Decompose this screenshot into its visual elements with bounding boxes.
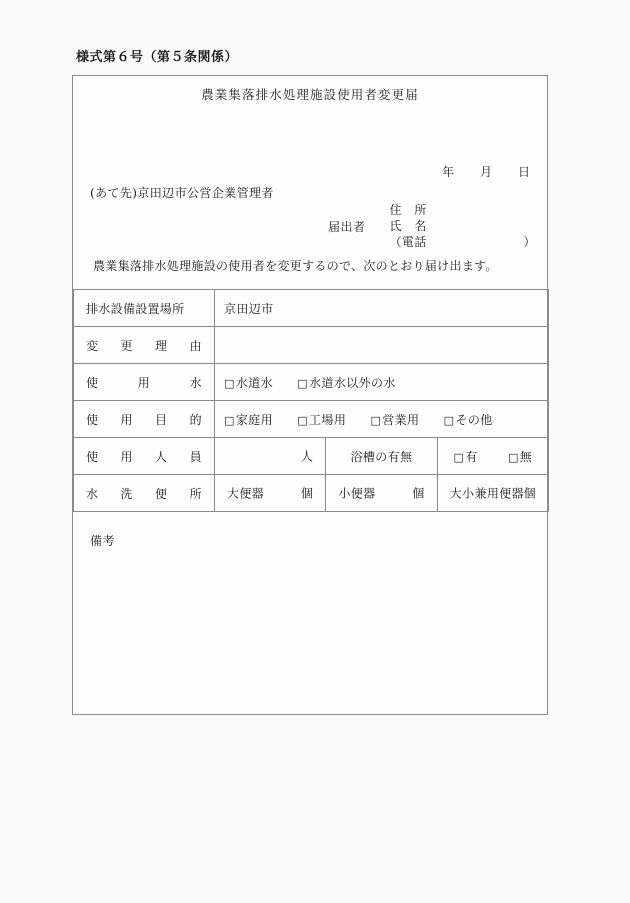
table-row-toilets [74, 475, 549, 512]
checkbox-icon: □ [507, 450, 519, 464]
toilet-item-combined[interactable] [437, 475, 548, 512]
checkbox-option-bathtub-no[interactable] [508, 448, 532, 465]
toilets-label: 水 洗 便 所 [74, 475, 215, 512]
table-row-reason [74, 327, 549, 364]
table-row-occupants [74, 438, 549, 475]
checkbox-icon: □ [224, 413, 235, 427]
water-source-options [215, 364, 549, 401]
location-label: 排水設備設置場所 [74, 290, 215, 327]
form-frame [72, 75, 548, 715]
checkbox-icon: □ [370, 413, 382, 427]
checkbox-label: 水道水以外の水 [309, 375, 396, 390]
checkbox-icon: □ [297, 413, 309, 427]
date-day-label: 日 [517, 165, 531, 179]
checkbox-option-business[interactable] [370, 411, 419, 428]
form-number: 様式第６号（第５条関係） [76, 50, 239, 65]
toilet-item-unit: 個 [300, 486, 314, 501]
occupants-unit: 人 [300, 449, 314, 464]
submitter-phone-label: （電話 [389, 235, 427, 249]
checkbox-icon: □ [453, 450, 465, 464]
bathtub-label: 浴槽の有無 [326, 438, 437, 475]
occupants-label: 使 用 人 員 [74, 438, 215, 475]
purpose-label: 使 用 目 的 [74, 401, 215, 438]
submitter-fields [390, 202, 550, 250]
bathtub-options [437, 438, 548, 475]
addressee-line: (あて先)京田辺市公営企業管理者 [90, 186, 274, 200]
checkbox-option-household[interactable] [224, 411, 273, 428]
submitter-block [328, 202, 550, 250]
reason-label: 変 更 理 由 [74, 327, 215, 364]
checkbox-icon: □ [224, 376, 235, 390]
checkbox-label: 工場用 [309, 412, 347, 427]
toilet-item-urinal[interactable] [326, 475, 437, 512]
checkbox-label: 営業用 [382, 412, 420, 427]
checkbox-label: 有 [465, 449, 478, 464]
submitter-phone-close-paren: ） [523, 235, 536, 249]
location-value[interactable]: 京田辺市 [215, 290, 549, 327]
checkbox-option-bathtub-yes[interactable] [454, 448, 478, 465]
checkbox-option-non-tap-water[interactable] [297, 374, 396, 391]
table-row-water-source [74, 364, 549, 401]
purpose-options [215, 401, 549, 438]
toilet-item-label: 小便器 [338, 486, 376, 501]
remarks-label: 備考 [90, 534, 116, 548]
submitter-name-label: 氏 名 [389, 219, 427, 233]
form-table [73, 289, 549, 512]
checkbox-option-other[interactable] [444, 411, 493, 428]
toilet-item-unit: 個 [523, 486, 536, 501]
checkbox-icon: □ [297, 376, 309, 390]
checkbox-label: 水道水 [235, 375, 273, 390]
toilet-item-unit: 個 [412, 486, 425, 501]
toilet-item-label: 大便器 [227, 486, 265, 501]
checkbox-label: 無 [519, 449, 533, 464]
declaration-statement: 農業集落排水処理施設の使用者を変更するので、次のとおり届け出ます。 [93, 259, 498, 273]
water-source-label: 使 用 水 [74, 364, 215, 401]
checkbox-option-factory[interactable] [297, 411, 346, 428]
toilet-item-label: 大小兼用便器 [449, 486, 525, 501]
checkbox-icon: □ [443, 413, 455, 427]
submitter-address-label: 住 所 [389, 203, 427, 217]
reason-value[interactable] [215, 327, 549, 364]
submitter-phone-row [390, 234, 550, 250]
date-month-label: 月 [479, 165, 493, 179]
table-row-location [74, 290, 549, 327]
date-line [442, 163, 531, 180]
checkbox-option-tap-water[interactable] [224, 374, 273, 391]
checkbox-label: その他 [455, 412, 493, 427]
checkbox-label: 家庭用 [235, 412, 273, 427]
toilet-item-western[interactable] [215, 475, 326, 512]
document-title: 農業集落排水処理施設使用者変更届 [201, 87, 419, 102]
date-year-label: 年 [441, 165, 455, 179]
submitter-label: 届出者 [328, 220, 366, 234]
remarks-area[interactable] [73, 507, 549, 716]
table-row-purpose [74, 401, 549, 438]
occupants-value-cell[interactable] [215, 438, 326, 475]
